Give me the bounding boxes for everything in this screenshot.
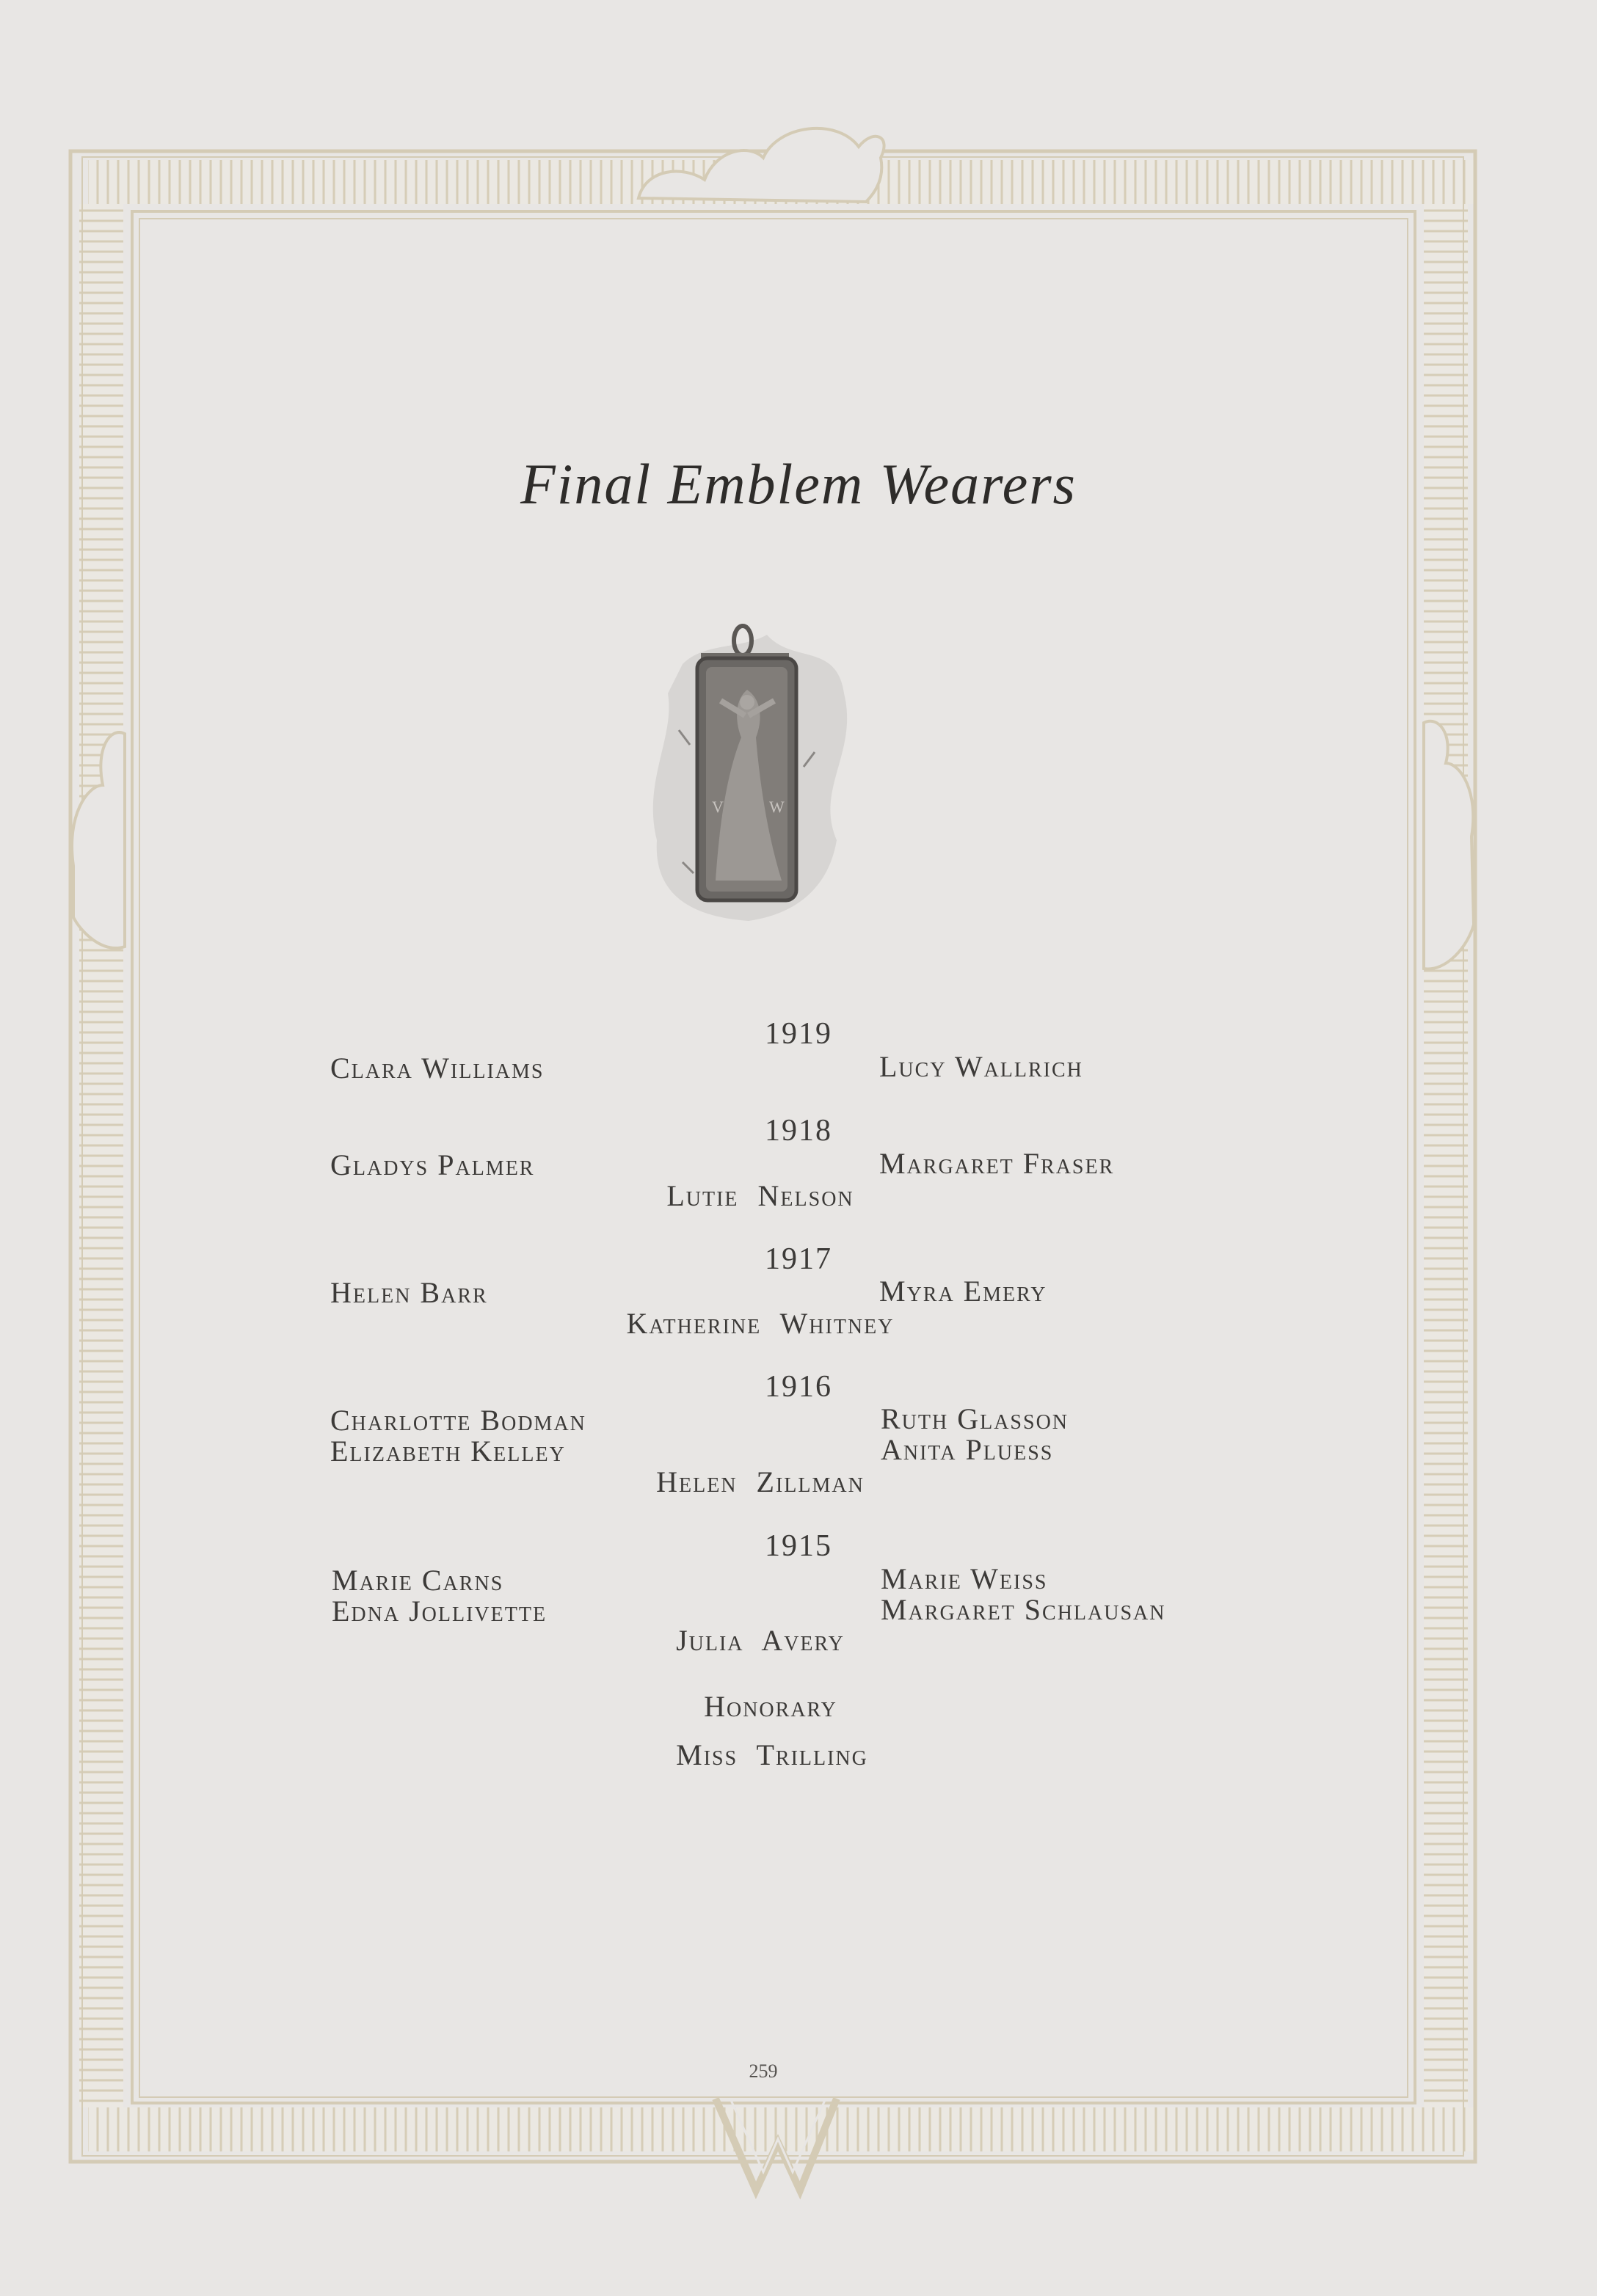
name-center: Katherine Whitney xyxy=(626,1307,895,1340)
name-left: Edna Jollivette xyxy=(332,1595,548,1628)
name-right: Ruth Glasson xyxy=(881,1402,1069,1435)
year-1915: 1915 xyxy=(765,1529,832,1563)
name-right: Lucy Wallrich xyxy=(879,1050,1083,1083)
name-left: Elizabeth Kelley xyxy=(330,1435,566,1468)
name-right: Myra Emery xyxy=(879,1275,1047,1308)
name-left: Helen Barr xyxy=(330,1276,488,1309)
name-center: Julia Avery xyxy=(676,1624,845,1657)
page-title: Final Emblem Wearers xyxy=(520,452,1077,516)
page-number: 259 xyxy=(749,2060,778,2082)
name-right: Margaret Schlausan xyxy=(881,1593,1166,1626)
year-1918: 1918 xyxy=(765,1114,832,1148)
emblem-letter-v: V xyxy=(712,798,724,816)
name-center: Helen Zillman xyxy=(656,1465,865,1498)
honorary-heading: Honorary xyxy=(704,1690,837,1723)
emblem-medal-image xyxy=(639,620,859,928)
name-right: Margaret Fraser xyxy=(879,1147,1115,1180)
name-left: Clara Williams xyxy=(330,1052,545,1085)
name-center: Lutie Nelson xyxy=(666,1179,854,1212)
name-right: Marie Weiss xyxy=(881,1562,1048,1595)
name-left: Gladys Palmer xyxy=(330,1148,535,1181)
honorary-name: Miss Trilling xyxy=(676,1738,868,1771)
name-left: Marie Carns xyxy=(332,1564,504,1597)
name-right: Anita Pluess xyxy=(881,1433,1054,1466)
name-left: Charlotte Bodman xyxy=(330,1404,586,1437)
emblem-letter-w: W xyxy=(769,798,785,816)
year-1919: 1919 xyxy=(765,1017,832,1051)
year-1916: 1916 xyxy=(765,1370,832,1404)
year-1917: 1917 xyxy=(765,1242,832,1276)
